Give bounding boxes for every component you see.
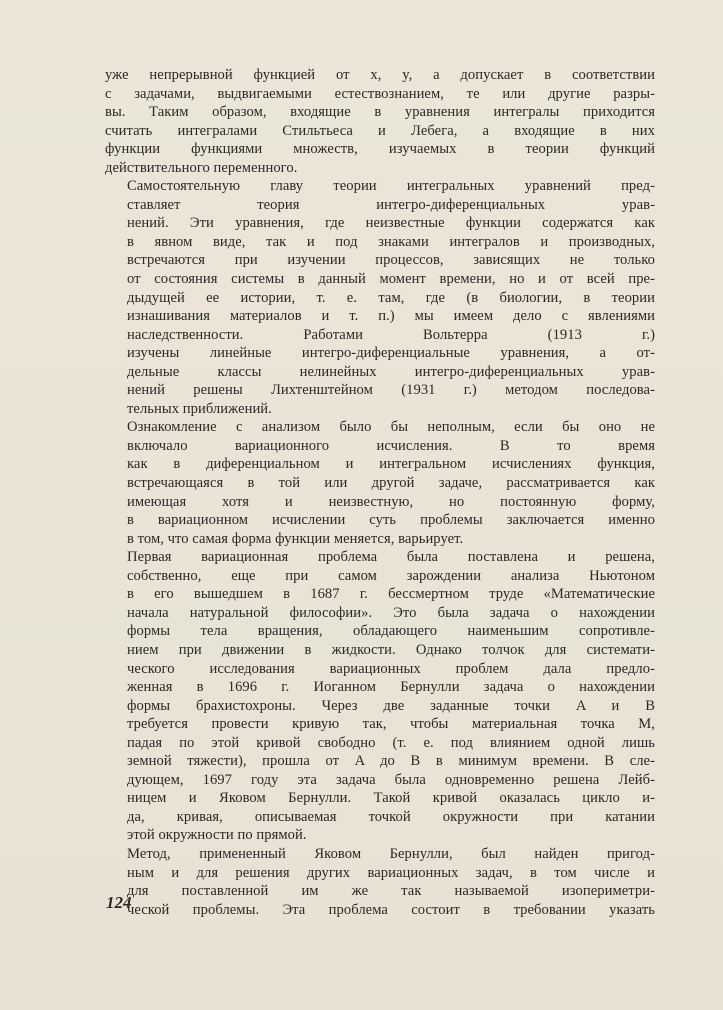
text-line: наследственности. Работами Вольтерра (1913 г.)	[127, 326, 655, 343]
text-line: уже непрерывной функцией от x, y, а допускает в соответствии	[105, 67, 655, 83]
text-line: нием при движении в жидкости. Однако толчок для системати-	[127, 641, 655, 658]
text-line: в том, что самая форма функции меняется, варьирует.	[127, 530, 464, 547]
text-line: падая по этой кривой свободно (т. е. под влиянием одной лишь	[127, 734, 655, 751]
text-line: да, кривая, описываемая точкой окружности при катании	[127, 808, 655, 825]
text-line: для поставленной им же так называемой изопериметри-	[127, 883, 655, 900]
text-line: Метод, примененный Яковом Бернулли, был найден пригод-	[127, 845, 655, 862]
text-line: ным и для решения других вариационных задач, в том числе и	[127, 864, 655, 881]
text-line: нений. Эти уравнения, где неизвестные функции содержатся как	[127, 215, 655, 232]
text-line: дельные классы нелинейных интегро-диференциальных урав-	[127, 363, 655, 380]
text-line: ческой проблемы. Эта проблема состоит в требовании указать	[127, 901, 655, 918]
paragraph-5	[105, 845, 655, 919]
text-line: ставляет теория интегро-диференциальных урав-	[127, 196, 655, 213]
text-line: включало вариационного исчисления. В то время	[127, 437, 655, 454]
text-line: Первая вариационная проблема была поставлена и решена,	[127, 549, 655, 566]
text-line: имеющая хотя и неизвестную, но постоянную форму,	[127, 493, 655, 510]
paragraph-1	[105, 66, 655, 177]
text-line: ческого исследования вариационных проблем дала предло-	[127, 660, 655, 677]
text-line: Самостоятельную главу теории интегральных уравнений пред-	[127, 178, 655, 195]
text-line: ницем и Яковом Бернулли. Такой кривой оказалась цикло и-	[127, 790, 655, 807]
text-line: вы. Таким образом, входящие в уравнения интегралы приходится	[105, 104, 655, 121]
body-text	[105, 66, 655, 919]
text-line: считать интегралами Стильтьеса и Лебега, а входящие в них	[105, 122, 655, 139]
text-line: действительного переменного.	[105, 159, 298, 176]
paragraph-2	[105, 177, 655, 418]
text-line: нений решены Лихтенштейном (1931 г.) методом последова-	[127, 382, 655, 399]
text-line: в явном виде, так и под знаками интегралов и производных,	[127, 233, 655, 250]
text-line: от состояния системы в данный момент времени, но и от всей пре-	[127, 271, 655, 288]
text-line: дующем, 1697 году эта задача была одновременно решена Лейб-	[127, 771, 655, 788]
text-line: тельных приближений.	[127, 400, 272, 417]
paragraph-4	[105, 548, 655, 845]
text-line: в его вышедшем в 1687 г. бессмертном труде «Математические	[127, 586, 655, 603]
text-line: Ознакомление с анализом было бы неполным, если бы оно не	[127, 419, 655, 436]
text-line: женная в 1696 г. Иоганном Бернулли задача о нахождении	[127, 679, 655, 696]
text-line: с задачами, выдвигаемыми естествознанием, те или другие разры-	[105, 85, 655, 102]
text-line: требуется провести кривую так, чтобы материальная точка M,	[127, 716, 655, 733]
text-line: формы тела вращения, обладающего наименьшим сопротивле-	[127, 623, 655, 640]
text-line: изучены линейные интегро-диференциальные уравнения, а от-	[127, 345, 655, 362]
paragraph-3	[105, 418, 655, 548]
page-number: 124	[106, 893, 132, 912]
text-line: этой окружности по прямой.	[127, 827, 307, 844]
text-line: встречающаяся в той или другой задаче, рассматривается как	[127, 475, 655, 492]
text-line: начала натуральной философии». Это была задача о нахождении	[127, 604, 655, 621]
text-line: земной тяжести), прошла от A до B в минимум времени. В сле-	[127, 753, 655, 770]
text-line: изнашивания материалов и т. п.) мы имеем дело с явлениями	[127, 308, 655, 325]
text-line: как в диференциальном и интегральном исчислениях функция,	[127, 456, 655, 473]
text-line: формы брахистохроны. Через две заданные точки A и B	[127, 697, 655, 714]
text-line: собственно, еще при самом зарождении анализа Ньютоном	[127, 567, 655, 584]
text-line: встречаются при изучении процессов, зависящих не только	[127, 252, 655, 269]
text-line: дыдущей ее истории, т. е. там, где (в биологии, в теории	[127, 289, 655, 306]
text-line: функции функциями множеств, изучаемых в теории функций	[105, 141, 655, 158]
text-line: в вариационном исчислении суть проблемы заключается именно	[127, 512, 655, 529]
